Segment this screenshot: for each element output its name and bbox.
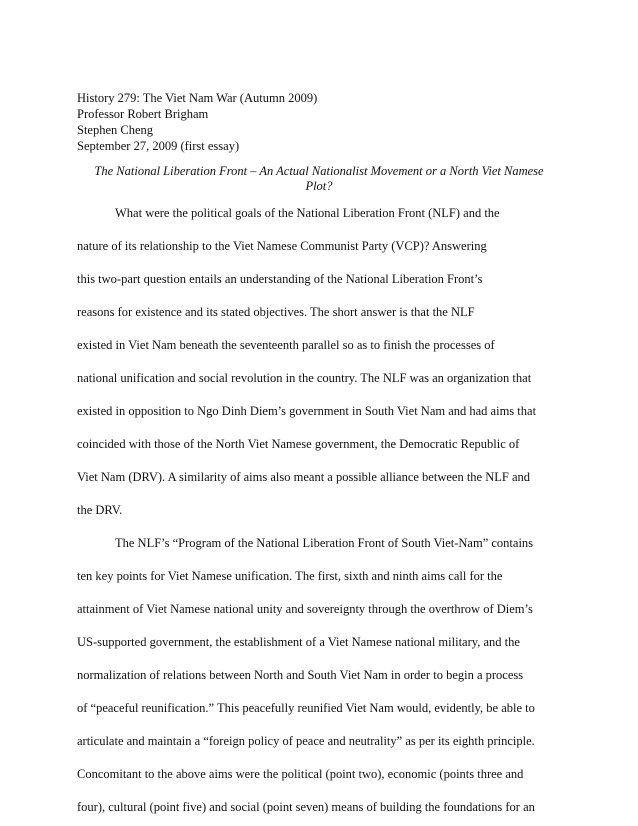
body-line: of “peaceful reunification.” This peacefully reunified Viet Nam would, evidently, be able to [77, 701, 535, 715]
body-line: existed in Viet Nam beneath the seventeenth parallel so as to finish the processes of [77, 338, 495, 352]
essay-title [77, 164, 561, 194]
body-line: The NLF’s “Program of the National Liberation Front of South Viet-Nam” contains [115, 536, 534, 550]
author-line: Stephen Cheng [77, 123, 154, 137]
body-line: nature of its relationship to the Viet Namese Communist Party (VCP)? Answering [77, 239, 487, 253]
body-line: Concomitant to the above aims were the political (point two), economic (points three and [77, 767, 524, 781]
body-line: normalization of relations between North and South Viet Nam in order to begin a process [77, 668, 524, 682]
body-line: national unification and social revolution in the country. The NLF was an organization that [77, 371, 532, 385]
body-line: existed in opposition to Ngo Dinh Diem’s government in South Viet Nam and had aims that [77, 404, 537, 418]
body-line: the DRV. [77, 503, 123, 517]
professor-line: Professor Robert Brigham [77, 107, 209, 121]
body-line: four), cultural (point five) and social (point seven) means of building the foundations for an [77, 800, 535, 814]
body-line: US-supported government, the establishment of a Viet Namese national military, and the [77, 635, 520, 649]
body-line: What were the political goals of the National Liberation Front (NLF) and the [115, 206, 500, 220]
body-line: ten key points for Viet Namese unification. The first, sixth and ninth aims call for the [77, 569, 503, 583]
body-line: reasons for existence and its stated objectives. The short answer is that the NLF [77, 305, 475, 319]
body-line: coincided with those of the North Viet Namese government, the Democratic Republic of [77, 437, 520, 451]
document-header [77, 90, 317, 154]
course-line: History 279: The Viet Nam War (Autumn 2009) [77, 91, 318, 105]
body-line: articulate and maintain a “foreign policy of peace and neutrality” as per its eighth principle. [77, 734, 535, 748]
date-line: September 27, 2009 (first essay) [77, 139, 240, 153]
essay-title-line-2: Plot? [305, 179, 333, 193]
body-line: this two-part question entails an understanding of the National Liberation Front’s [77, 272, 483, 286]
body-line: Viet Nam (DRV). A similarity of aims also meant a possible alliance between the NLF and [77, 470, 531, 484]
essay-title-line-1: The National Liberation Front – An Actual Nationalist Movement or a North Viet Namese [94, 164, 544, 178]
body-line: attainment of Viet Namese national unity and sovereignty through the overthrow of Diem’s [77, 602, 533, 616]
